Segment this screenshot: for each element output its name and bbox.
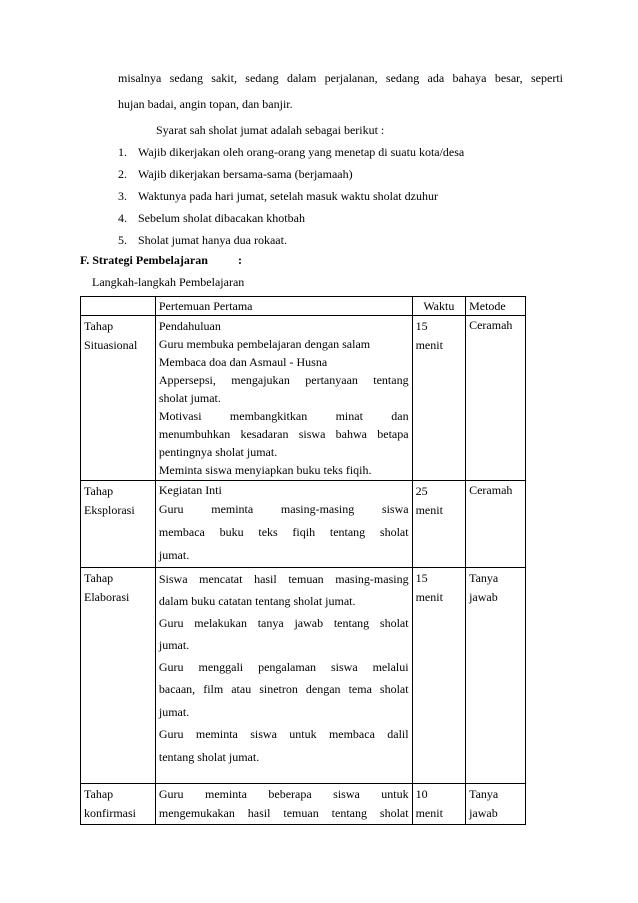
time-unit: menit xyxy=(415,806,443,820)
table-row xyxy=(81,784,526,825)
activity-line: Guru menggali pengalaman siswa melalui xyxy=(158,660,409,674)
activity-line: Meminta siswa menyiapkan buku teks fiqih. xyxy=(158,463,372,477)
stage-line: konfirmasi xyxy=(84,806,136,820)
activity-title: Pendahuluan xyxy=(158,319,221,333)
table-header-row xyxy=(81,297,526,316)
time-unit: menit xyxy=(415,338,443,352)
activity-line: dalam buku catatan tentang sholat jumat. xyxy=(158,594,356,608)
list-item xyxy=(118,167,353,182)
activity-cell xyxy=(155,784,412,825)
header-cell-time: Waktu xyxy=(412,297,465,316)
method-cell xyxy=(466,568,526,784)
activity-line: pentingnya sholat jumat. xyxy=(158,445,278,459)
section-heading-colon: : xyxy=(238,253,242,267)
stage-line: Situasional xyxy=(84,338,138,352)
method-value: Tanya xyxy=(469,787,499,801)
activity-line: mengemukakan hasil temuan tentang sholat xyxy=(158,806,409,820)
list-item-number: 2. xyxy=(118,167,127,181)
list-item-number: 1. xyxy=(118,145,127,159)
header-cell-method: Metode xyxy=(466,297,526,316)
activity-title: Kegiatan Inti xyxy=(158,483,222,497)
stage-line: Eksplorasi xyxy=(84,503,135,517)
stage-cell xyxy=(81,316,156,481)
time-cell xyxy=(412,784,465,825)
time-cell xyxy=(412,481,465,568)
activity-line: Appersepsi, mengajukan pertanyaan tentang xyxy=(158,373,409,387)
method-cell xyxy=(466,481,526,568)
activity-line: sholat jumat. xyxy=(158,391,221,405)
table-row xyxy=(81,568,526,784)
activity-line: Guru melakukan tanya jawab tentang sholat xyxy=(158,616,409,630)
table-row xyxy=(81,316,526,481)
intro-line-2: hujan badai, angin topan, dan banjir. xyxy=(118,97,293,111)
stage-line: Tahap xyxy=(84,319,114,333)
time-value: 25 xyxy=(415,484,428,498)
activity-cell xyxy=(155,568,412,784)
method-value: Ceramah xyxy=(469,318,513,332)
list-item xyxy=(118,211,305,226)
stage-line: Tahap xyxy=(84,571,114,585)
activity-line: Siswa mencatat hasil temuan masing-masing xyxy=(158,572,409,586)
list-item-number: 5. xyxy=(118,233,127,247)
table-row xyxy=(81,481,526,568)
section-subheading: Langkah-langkah Pembelajaran xyxy=(92,275,245,289)
section-heading xyxy=(80,253,242,268)
method-value: Tanya xyxy=(469,571,499,585)
list-item xyxy=(118,233,287,248)
list-item-text: Wajib dikerjakan bersama-sama (berjamaah) xyxy=(138,167,353,181)
time-value: 15 xyxy=(415,319,428,333)
activity-cell xyxy=(155,481,412,568)
activity-line: menumbuhkan kesadaran siswa bahwa betapa xyxy=(158,427,409,441)
activity-line: Membaca doa dan Asmaul - Husna xyxy=(158,355,328,369)
list-item xyxy=(118,189,438,204)
section-heading-text: F. Strategi Pembelajaran xyxy=(80,253,208,267)
time-value: 10 xyxy=(415,787,428,801)
list-item-text: Waktunya pada hari jumat, setelah masuk waktu sholat dzuhur xyxy=(138,189,438,203)
activity-line: jumat. xyxy=(158,638,190,652)
list-item-text: Sholat jumat hanya dua rokaat. xyxy=(138,233,287,247)
activity-line: bacaan, film atau sinetron dengan tema sholat xyxy=(158,682,409,696)
stage-line: Tahap xyxy=(84,484,114,498)
time-cell xyxy=(412,316,465,481)
list-item-number: 3. xyxy=(118,189,127,203)
method-value: jawab xyxy=(469,806,498,820)
activity-line: Guru membuka pembelajaran dengan salam xyxy=(158,337,371,351)
header-cell-stage xyxy=(81,297,156,316)
activity-line: Guru meminta beberapa siswa untuk xyxy=(158,787,409,801)
stage-line: Tahap xyxy=(84,787,114,801)
stage-cell xyxy=(81,568,156,784)
time-value: 15 xyxy=(415,571,428,585)
stage-cell xyxy=(81,481,156,568)
time-unit: menit xyxy=(415,590,443,604)
activity-line: Motivasi membangkitkan minat dan xyxy=(158,409,409,423)
activity-line: membaca buku teks fiqih tentang sholat xyxy=(158,525,409,539)
activity-line: jumat. xyxy=(158,705,190,719)
stage-line: Elaborasi xyxy=(84,590,130,604)
syarat-text: Syarat sah sholat jumat adalah sebagai berikut : xyxy=(156,123,385,137)
list-item-text: Wajib dikerjakan oleh orang-orang yang menetap di suatu kota/desa xyxy=(138,145,465,159)
activity-line: jumat. xyxy=(158,548,190,562)
list-item-text: Sebelum sholat dibacakan khotbah xyxy=(138,211,305,225)
activity-cell xyxy=(155,316,412,481)
intro-line-1: misalnya sedang sakit, sedang dalam perjalanan, sedang ada bahaya besar, seperti xyxy=(118,71,563,85)
time-unit: menit xyxy=(415,503,443,517)
list-item xyxy=(118,145,464,160)
activity-line: Guru meminta masing-masing siswa xyxy=(158,502,409,516)
stage-cell xyxy=(81,784,156,825)
method-cell xyxy=(466,784,526,825)
activity-line: tentang sholat jumat. xyxy=(158,750,260,764)
method-value: Ceramah xyxy=(469,483,513,497)
method-cell xyxy=(466,316,526,481)
activity-line: Guru meminta siswa untuk membaca dalil xyxy=(158,727,409,741)
learning-steps-table xyxy=(80,296,526,825)
header-cell-meeting: Pertemuan Pertama xyxy=(155,297,412,316)
list-item-number: 4. xyxy=(118,211,127,225)
time-cell xyxy=(412,568,465,784)
method-value: jawab xyxy=(469,590,498,604)
